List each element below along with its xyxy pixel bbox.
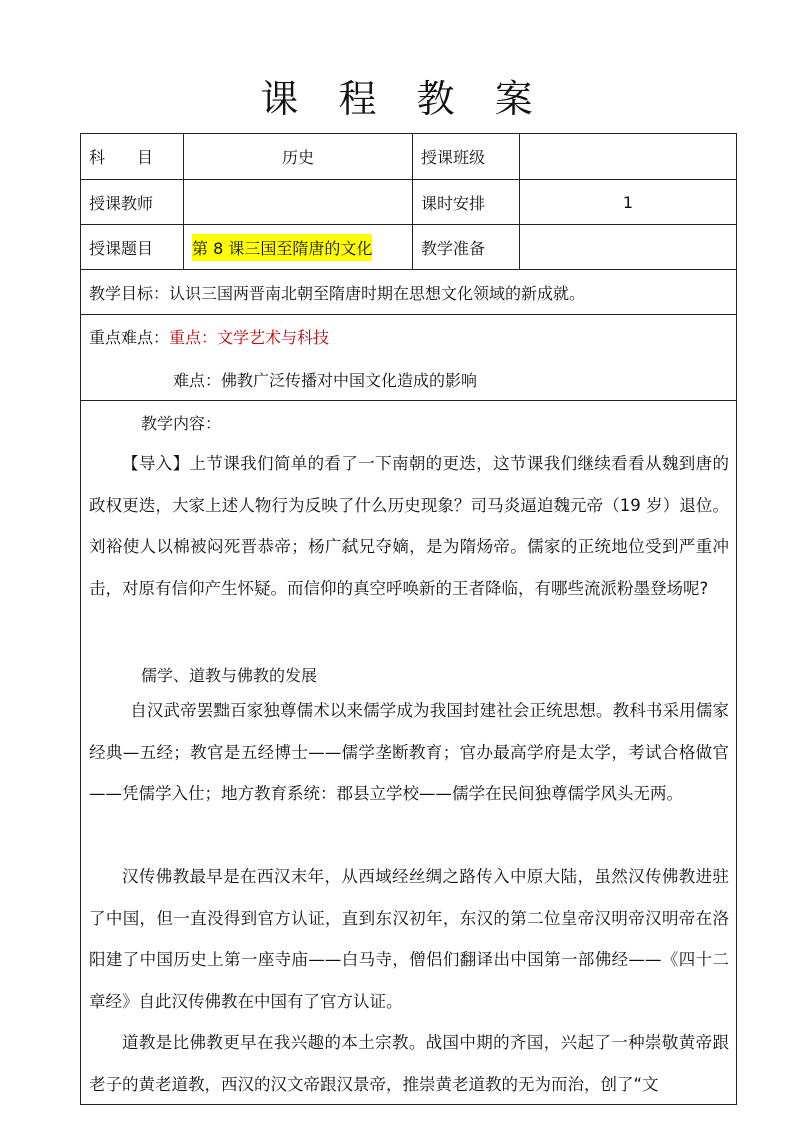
hours-value: 1 <box>622 192 634 212</box>
hours-label: 课时安排 <box>413 180 520 224</box>
key-point: 重点：文学艺术与科技 <box>169 328 330 347</box>
row-objective <box>81 270 736 315</box>
row-subject <box>81 134 736 180</box>
subject-label: 科 目 <box>81 134 184 179</box>
teaching-content <box>81 401 736 1104</box>
topic-value: 第 8 课三国至隋唐的文化 <box>192 234 372 261</box>
page-title: 课 程 教 案 <box>260 77 547 121</box>
teacher-label: 授课教师 <box>81 180 184 224</box>
section-title: 儒学、道教与佛教的发展 <box>141 666 318 685</box>
teacher-value <box>184 180 413 224</box>
objective-text: 教学目标：认识三国两晋南北朝至隋唐时期在思想文化领域的新成就。 <box>89 283 586 303</box>
prep-label: 教学准备 <box>413 225 520 269</box>
class-value <box>520 134 736 179</box>
content-heading: 教学内容： <box>141 414 222 433</box>
row-topic <box>81 225 736 270</box>
topic-value-cell <box>184 225 413 269</box>
paragraph-confucianism: 自汉武帝罢黜百家独尊儒术以来儒学成为我国封建社会正统思想。教科书采用儒家经典—五经；教官是五经博士——儒学垄断教育；官办最高学府是太学，考试合格做官——凭儒学入仕；地方教育系统：郡县立学校——儒学在民间独尊儒学风头无两。 <box>89 701 729 803</box>
row-teacher <box>81 180 736 225</box>
difficulty-point: 难点：佛教广泛传播对中国文化造成的影响 <box>173 371 478 390</box>
key-points-line <box>89 325 329 348</box>
lesson-plan-table <box>80 133 737 1105</box>
key-points-label: 重点难点： <box>89 328 170 347</box>
intro-paragraph: 【导入】上节课我们简单的看了一下南朝的更迭，这节课我们继续看看从魏到唐的政权更迭，大家上述人物行为反映了什么历史现象？司马炎逼迫魏元帝（19 岁）退位。刘裕使人以棉被闷死晋恭帝；杨广弑兄夺嫡，是为隋炀帝。儒家的正统地位受到严重冲击，对原有信仰产生怀疑。而信仰的真空呼唤新的王者降临，有哪些流派粉墨登场呢? <box>89 454 729 598</box>
subject-value: 历史 <box>184 134 413 179</box>
prep-value <box>520 225 736 269</box>
paragraph-buddhism: 汉传佛教最早是在西汉末年，从西域经丝绸之路传入中原大陆，虽然汉传佛教进驻了中国，但一直没得到官方认证，直到东汉初年，东汉的第二位皇帝汉明帝汉明帝在洛阳建了中国历史上第一座寺庙——白马寺，僧侣们翻译出中国第一部佛经——《四十二章经》自此汉传佛教在中国有了官方认证。 <box>89 867 729 1011</box>
paragraph-taoism: 道教是比佛教更早在我兴趣的本土宗教。战国中期的齐国，兴起了一种崇敬黄帝跟老子的黄老道教，西汉的汉文帝跟汉景帝，推崇黄老道教的无为而治，创了“文 <box>89 1033 729 1094</box>
row-key-points <box>81 315 736 401</box>
class-label: 授课班级 <box>413 134 520 179</box>
topic-label: 授课题目 <box>81 225 184 269</box>
